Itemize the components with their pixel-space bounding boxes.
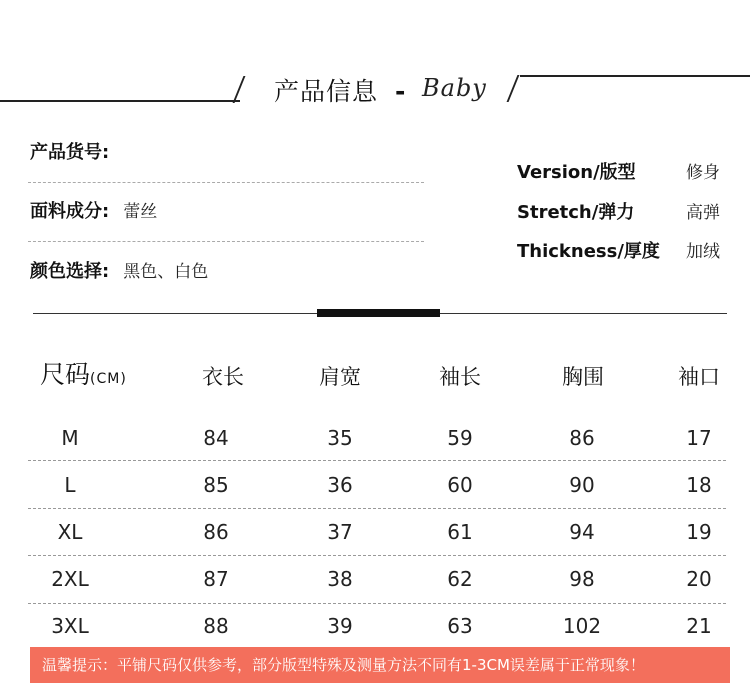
section-title: 产品信息 <box>274 77 379 106</box>
spec-label-version: Version/版型 <box>517 162 636 183</box>
table-cell: 61 <box>447 520 473 544</box>
size-header-unit: (CM) <box>90 371 127 387</box>
table-cell: 98 <box>569 567 595 591</box>
table-cell: 21 <box>686 614 712 638</box>
info-row-item-number <box>30 141 123 165</box>
table-cell: 63 <box>447 614 473 638</box>
table-cell: 60 <box>447 473 473 497</box>
table-cell: 20 <box>686 567 712 591</box>
row-divider <box>28 603 726 604</box>
table-cell: 87 <box>203 567 229 591</box>
table-cell: 62 <box>447 567 473 591</box>
info-value: 黑色、白色 <box>123 262 209 282</box>
column-header: 袖长 <box>439 365 481 389</box>
table-cell: 90 <box>569 473 595 497</box>
info-value: 蕾丝 <box>123 202 158 222</box>
info-label: 面料成分: <box>30 201 110 222</box>
info-divider <box>28 241 424 242</box>
spec-label-thickness: Thickness/厚度 <box>517 241 660 262</box>
table-cell: 18 <box>686 473 712 497</box>
table-cell: 38 <box>327 567 353 591</box>
spec-value-stretch: 高弹 <box>686 203 720 223</box>
title-dash: - <box>395 77 406 106</box>
table-cell: 39 <box>327 614 353 638</box>
section-divider-bar <box>317 309 440 317</box>
spec-value-version: 修身 <box>686 163 720 183</box>
script-wordmark: Baby <box>422 74 487 102</box>
info-label: 产品货号: <box>30 142 110 163</box>
table-cell: 88 <box>203 614 229 638</box>
table-cell: 94 <box>569 520 595 544</box>
info-row-color <box>30 260 208 284</box>
size-header-label: 尺码 <box>40 360 91 389</box>
size-cell: 2XL <box>51 567 89 591</box>
header-slash-left <box>233 76 246 103</box>
info-row-fabric <box>30 200 157 224</box>
column-header: 胸围 <box>562 365 604 389</box>
size-cell: 3XL <box>51 614 89 638</box>
table-cell: 84 <box>203 426 229 450</box>
header-rule-left <box>0 100 240 102</box>
table-cell: 86 <box>569 426 595 450</box>
header-rule-right <box>520 75 750 77</box>
table-cell: 59 <box>447 426 473 450</box>
size-cell: XL <box>57 520 83 544</box>
spec-value-thickness: 加绒 <box>686 242 720 262</box>
header-slash-right <box>507 75 520 102</box>
measurement-note: 温馨提示：平铺尺码仅供参考，部分版型特殊及测量方法不同有1-3CM误差属于正常现象！ <box>30 647 730 683</box>
column-header: 衣长 <box>202 365 244 389</box>
row-divider <box>28 508 726 509</box>
row-divider <box>28 460 726 461</box>
row-divider <box>28 555 726 556</box>
column-header: 袖口 <box>678 365 720 389</box>
size-cell: M <box>61 426 79 450</box>
spec-label-stretch: Stretch/弹力 <box>517 202 635 223</box>
table-cell: 36 <box>327 473 353 497</box>
column-header: 肩宽 <box>319 365 361 389</box>
table-cell: 86 <box>203 520 229 544</box>
info-divider <box>28 182 424 183</box>
table-cell: 37 <box>327 520 353 544</box>
table-cell: 35 <box>327 426 353 450</box>
size-header <box>40 358 127 396</box>
table-cell: 102 <box>562 614 602 638</box>
table-cell: 17 <box>686 426 712 450</box>
table-cell: 19 <box>686 520 712 544</box>
size-cell: L <box>64 473 76 497</box>
table-cell: 85 <box>203 473 229 497</box>
info-label: 颜色选择: <box>30 261 110 282</box>
